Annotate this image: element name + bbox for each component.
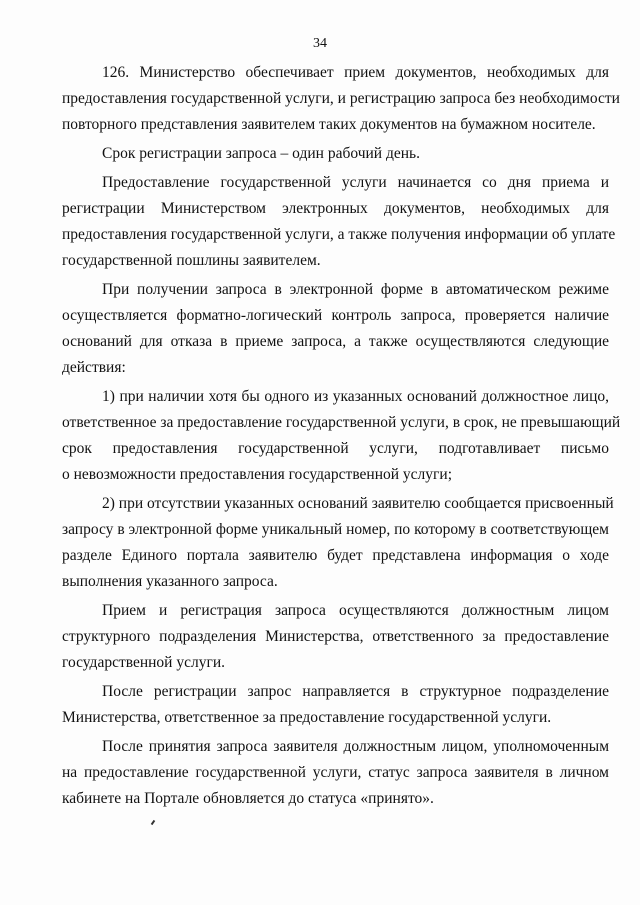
text-line: осуществляется форматно-логический контроль запроса, проверяется наличие xyxy=(62,307,609,324)
text-line: Прием и регистрация запроса осуществляются должностным лицом xyxy=(102,602,609,619)
text-line: Министерства, ответственное за предоставление государственной услуги. xyxy=(62,709,552,726)
text-line: на предоставление государственной услуги, статус запроса заявителя в личном xyxy=(62,764,609,781)
document-body xyxy=(62,60,621,812)
text-line: действия: xyxy=(62,359,126,376)
text-line: оснований для отказа в приеме запроса, а также осуществляются следующие xyxy=(62,333,609,350)
text-line: выполнения указанного запроса. xyxy=(62,573,278,590)
text-line: регистрации Министерством электронных документов, необходимых для xyxy=(62,200,609,217)
text-line: предоставления государственной услуги, и регистрацию запроса без необходимости xyxy=(62,90,620,107)
scan-speck xyxy=(151,820,156,825)
text-line: государственной услуги. xyxy=(62,654,225,671)
text-line: ответственное за предоставление государственной услуги, в срок, не превышающий xyxy=(62,414,621,431)
text-line: 2) при отсутствии указанных оснований заявителю сообщается присвоенный xyxy=(102,495,614,512)
text-line: Предоставление государственной услуги начинается со дня приема и xyxy=(102,174,609,191)
text-line: предоставления государственной услуги, а также получения информации об уплате xyxy=(62,226,616,243)
text-line: Срок регистрации запроса – один рабочий день. xyxy=(102,145,420,162)
text-line: 126. Министерство обеспечивает прием документов, необходимых для xyxy=(102,64,609,81)
text-line: о невозможности предоставления государственной услуги; xyxy=(62,466,453,483)
text-line: При получении запроса в электронной форме в автоматическом режиме xyxy=(102,281,609,298)
text-line: разделе Единого портала заявителю будет представлена информация о ходе xyxy=(62,547,609,564)
text-line: После принятия запроса заявителя должностным лицом, уполномоченным xyxy=(102,738,609,755)
text-line: структурного подразделения Министерства, ответственного за предоставление xyxy=(62,628,609,645)
text-line: запросу в электронной форме уникальный номер, по которому в соответствующем xyxy=(62,521,609,538)
text-line: срок предоставления государственной услуги, подготавливает письмо xyxy=(62,440,609,457)
text-line: 1) при наличии хотя бы одного из указанных оснований должностное лицо, xyxy=(102,388,609,405)
text-line: После регистрации запрос направляется в структурное подразделение xyxy=(102,683,609,700)
text-line: государственной пошлины заявителем. xyxy=(62,252,321,269)
text-line: кабинете на Портале обновляется до статуса «принято». xyxy=(62,790,434,807)
text-line: повторного представления заявителем таких документов на бумажном носителе. xyxy=(62,116,596,133)
page-number: 34 xyxy=(313,36,327,51)
